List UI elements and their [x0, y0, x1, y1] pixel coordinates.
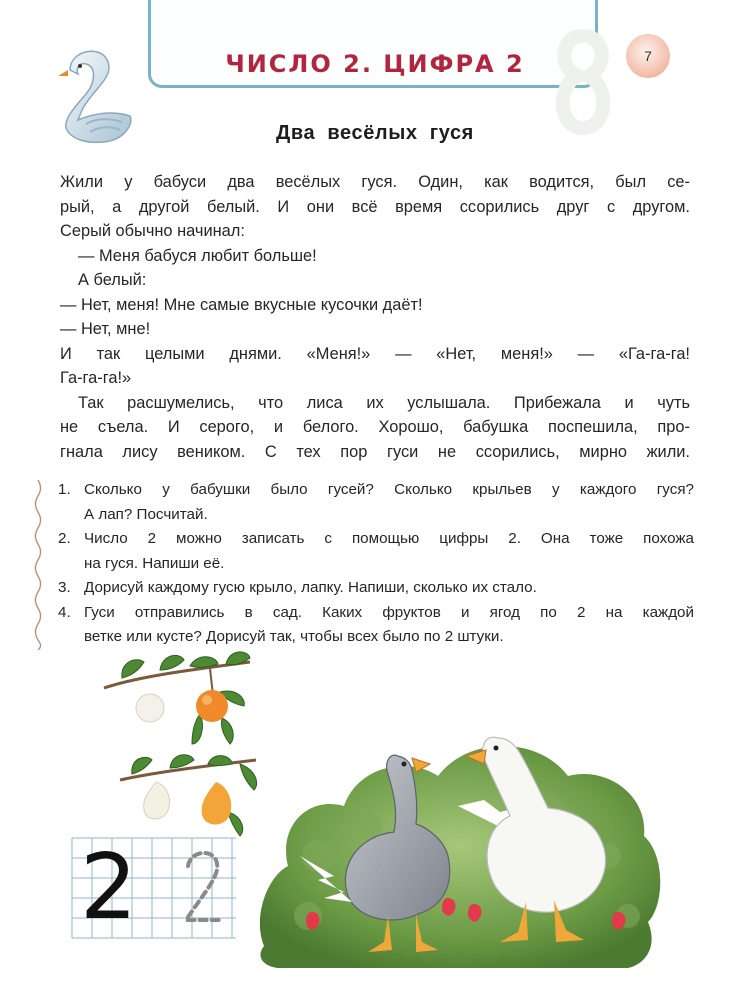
- task-number: 3.: [58, 579, 71, 596]
- task-line: Число 2 можно записать с помощью цифры 2. Она тоже похожа: [84, 530, 694, 547]
- page-number: 7: [626, 34, 670, 78]
- task-list: [58, 478, 694, 650]
- task-number: 1.: [58, 481, 71, 498]
- task-line: Сколько у бабушки было гусей? Сколько крыльев у каждого гуся?: [84, 481, 694, 498]
- story-title: Два весёлых гуся: [276, 122, 474, 144]
- story-line: Так расшумелись, что лиса их услышала. Прибежала и чуть: [78, 393, 690, 412]
- task-line: А лап? Посчитай.: [84, 505, 208, 523]
- task-item: [58, 601, 694, 650]
- task-line: ветке или кусте? Дорисуй так, чтобы всех было по 2 штуки.: [84, 628, 504, 645]
- story-line: Га-га-га!»: [60, 369, 132, 387]
- story-line: А белый:: [78, 271, 147, 289]
- wavy-margin-line: [32, 480, 44, 650]
- practice-digit-two: 2: [80, 835, 138, 940]
- task-number: 4.: [58, 603, 71, 621]
- story-line: — Меня бабуся любит больше!: [78, 246, 317, 265]
- pear-branch-illustration: [116, 752, 266, 842]
- task-number: 2.: [58, 530, 71, 547]
- story-line: рый, а другой белый. И они всё время ссорились друг с другом.: [60, 197, 690, 216]
- story-line: — Нет, мне!: [60, 320, 151, 338]
- story-line: — Нет, меня! Мне самые вкусные кусочки даёт!: [60, 295, 423, 314]
- task-line: на гуся. Напиши её.: [84, 554, 225, 572]
- task-line: Дорисуй каждому гусю крыло, лапку. Напиши, сколько их стало.: [84, 579, 537, 596]
- orange-branch-illustration: [100, 648, 260, 748]
- story-line: Жили у бабуси два весёлых гуся. Один, как водится, был се-: [60, 173, 690, 191]
- story-line: не съела. И серого, и белого. Хорошо, бабушка поспешила, про-: [60, 418, 690, 436]
- task-item: [58, 478, 694, 527]
- chapter-title: ЧИСЛО 2. ЦИФРА 2: [225, 50, 525, 78]
- task-line: Гуси отправились в сад. Каких фруктов и ягод по 2 на каждой: [84, 603, 694, 621]
- two-geese-illustration: [248, 716, 668, 984]
- story-line: гнала лису веником. С тех пор гуси не ссорились, мирно жили.: [60, 442, 690, 461]
- task-item: [58, 576, 694, 601]
- story-line: И так целыми днями. «Меня!» — «Нет, меня!» — «Га-га-га!: [60, 344, 690, 363]
- story-line: Серый обычно начинал:: [60, 222, 245, 240]
- task-item: [58, 527, 694, 576]
- story-text: [60, 170, 690, 464]
